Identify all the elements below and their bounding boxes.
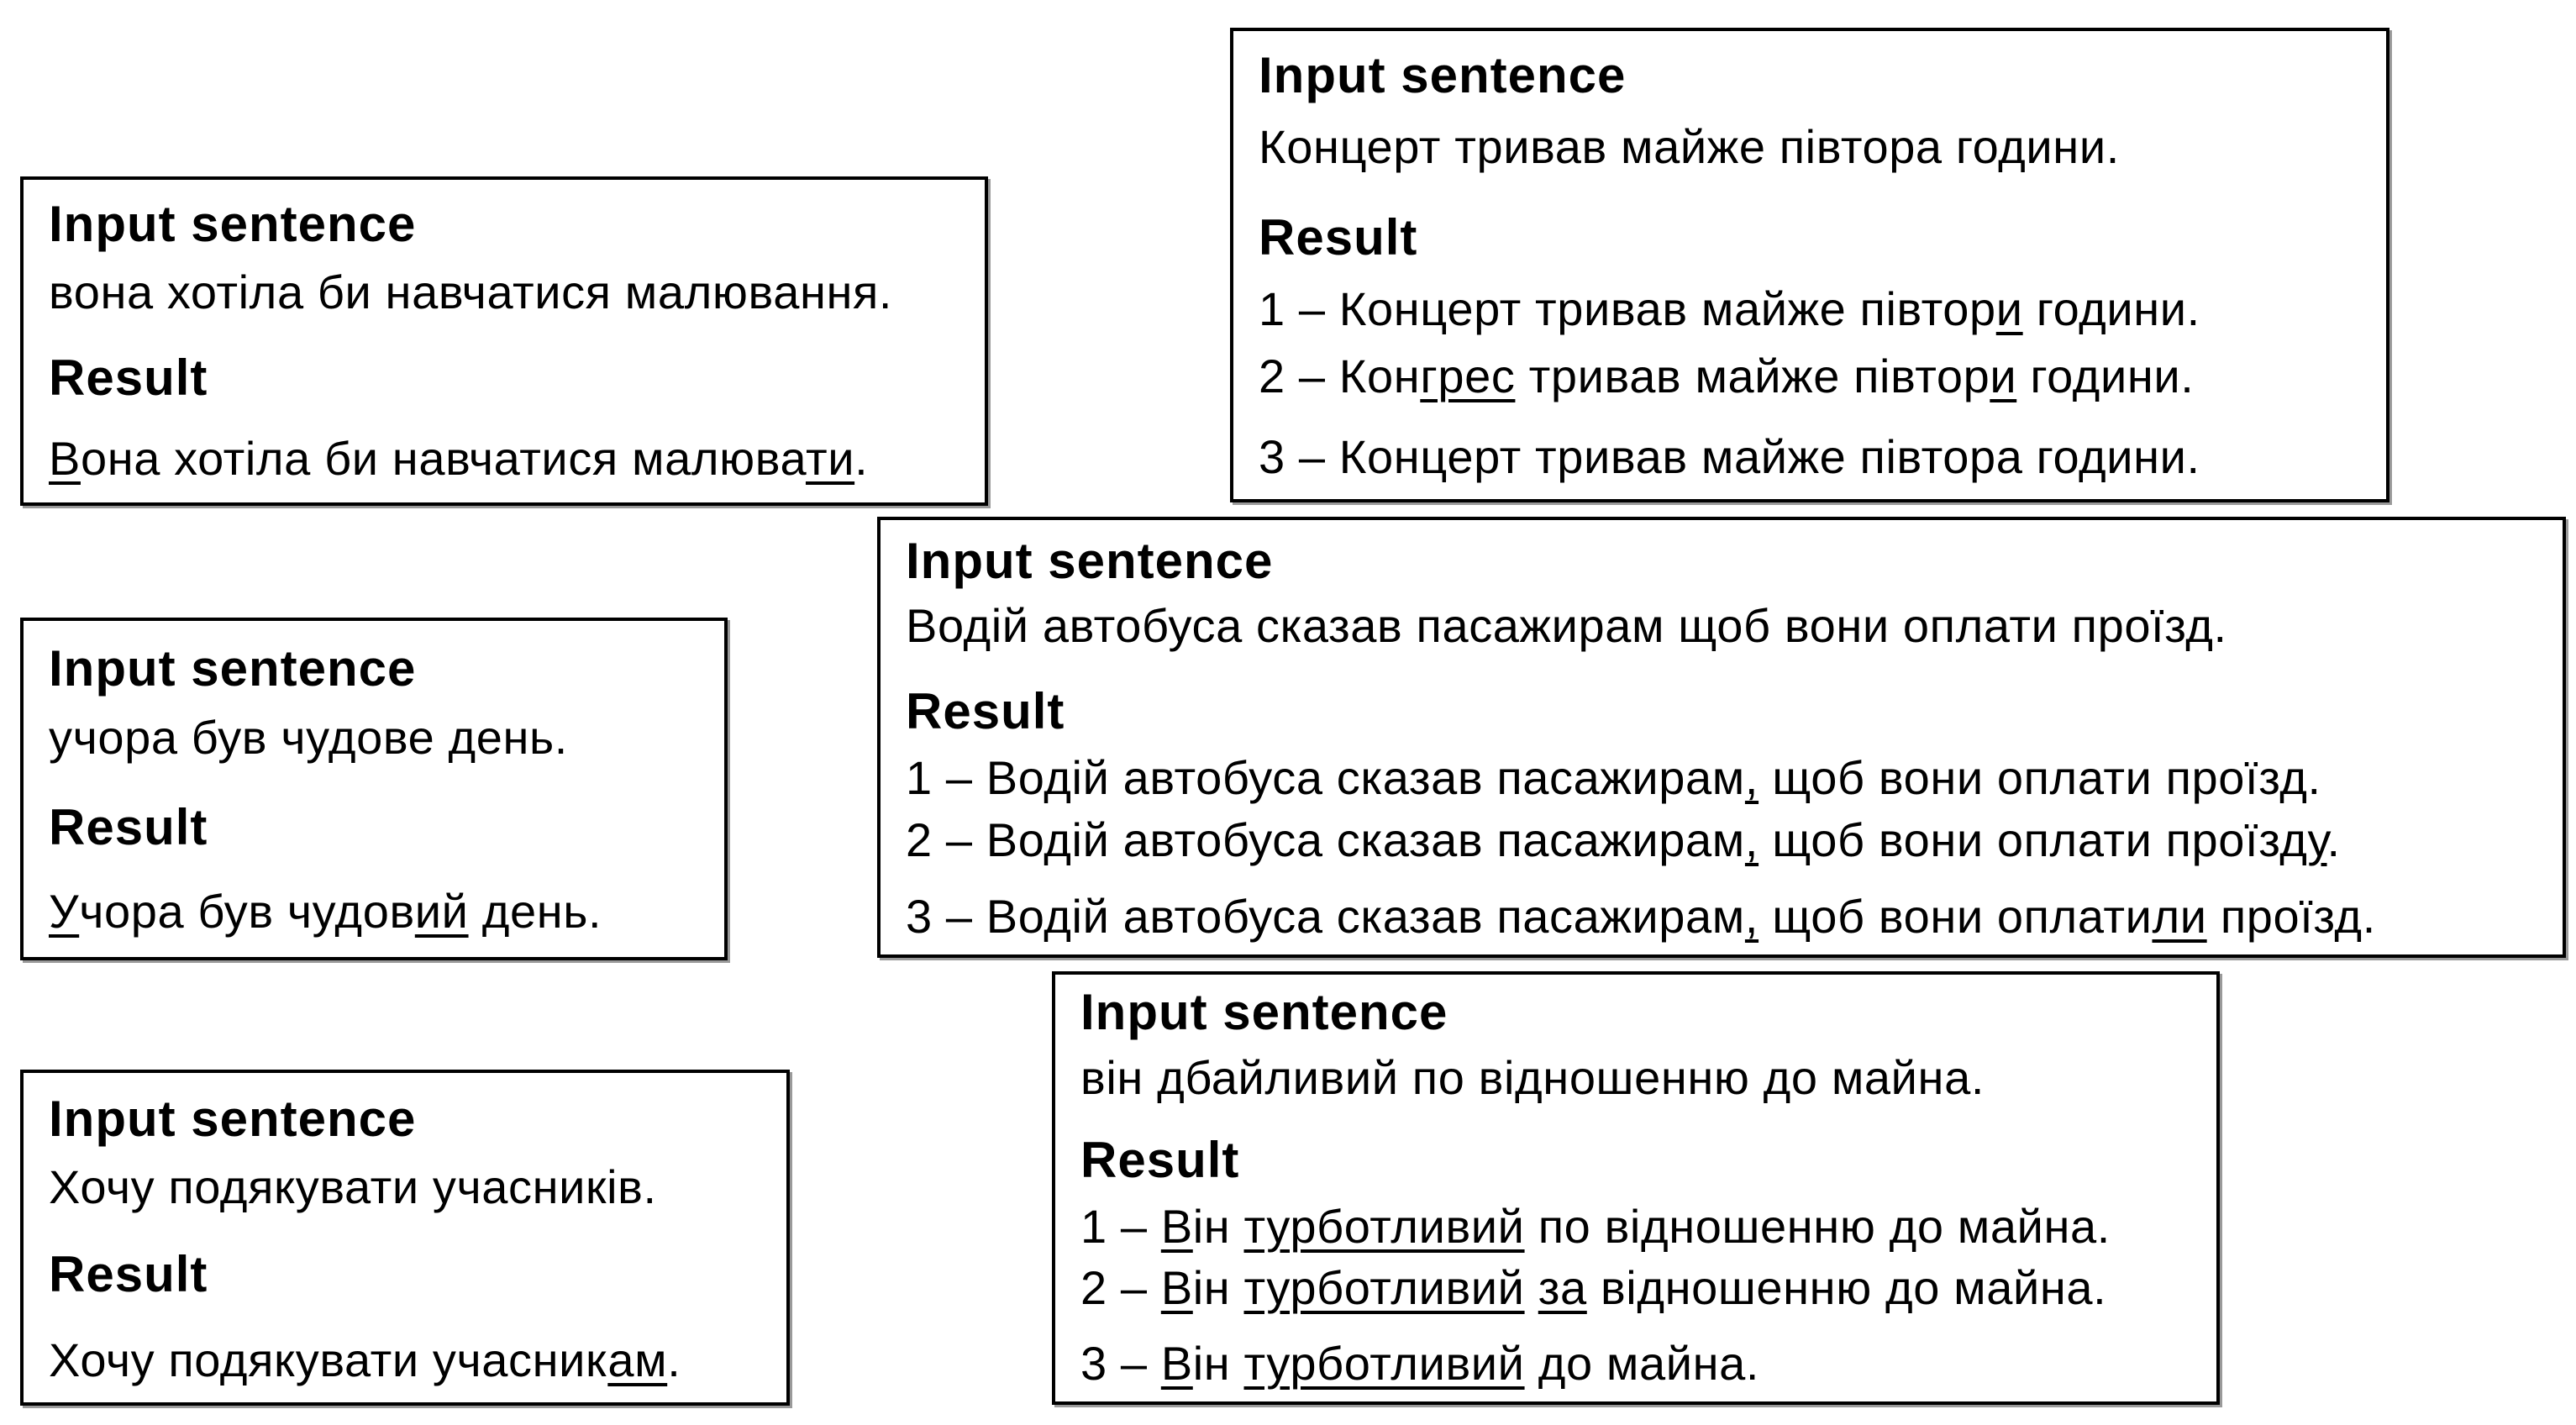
result-heading: Result <box>49 799 208 855</box>
result-heading: Result <box>49 350 208 406</box>
corrected-segment: , <box>1744 813 1759 866</box>
corrected-segment: турботливий <box>1243 1200 1525 1253</box>
text-segment: . <box>2326 813 2341 866</box>
text-segment: 2 – Водій автобуса сказав пасажирам <box>906 813 1745 866</box>
corrected-segment: за <box>1538 1261 1587 1314</box>
example-box-malyuvannya <box>20 176 988 506</box>
text-segment: . <box>854 432 869 485</box>
result-line <box>49 1333 681 1387</box>
text-segment <box>1525 1261 1538 1314</box>
corrected-segment: В <box>1160 1337 1193 1390</box>
input-heading: Input sentence <box>49 196 417 252</box>
text-segment: щоб вони оплати проїзд <box>1759 813 2308 866</box>
corrected-segment: У <box>49 885 80 938</box>
result-heading: Result <box>906 683 1065 739</box>
corrected-segment: ли <box>2152 890 2207 943</box>
result-line-3 <box>1080 1337 1759 1391</box>
input-sentence: Концерт тривав майже півтора години. <box>1259 120 2120 173</box>
example-box-uchora <box>20 618 728 960</box>
input-heading: Input sentence <box>1259 47 1627 103</box>
input-heading: Input sentence <box>49 640 417 697</box>
input-sentence: він дбайливий по відношенню до майна. <box>1080 1051 1985 1104</box>
input-sentence: Хочу подякувати учасників. <box>49 1160 657 1213</box>
result-heading: Result <box>1080 1132 1240 1188</box>
text-segment: 1 – <box>1080 1200 1161 1253</box>
corrected-segment: В <box>1160 1200 1193 1253</box>
result-line-1 <box>1259 282 2200 336</box>
corrected-segment: ам <box>607 1333 668 1386</box>
text-segment: по відношенню до майна. <box>1524 1200 2111 1253</box>
text-segment: ін <box>1192 1200 1244 1253</box>
text-segment: 1 – Концерт тривав майже півтор <box>1259 282 1996 335</box>
input-heading: Input sentence <box>49 1091 417 1147</box>
corrected-segment: В <box>1160 1261 1193 1314</box>
corrected-segment: , <box>1744 751 1759 804</box>
corrected-segment: и <box>1995 282 2023 335</box>
text-segment: години. <box>2016 350 2195 402</box>
example-box-dbaylyvyy <box>1052 971 2220 1405</box>
result-line-1 <box>906 751 2321 805</box>
input-heading: Input sentence <box>906 533 1274 589</box>
text-segment: 3 – Водій автобуса сказав пасажирам <box>906 890 1745 943</box>
corrected-segment: ти <box>805 432 855 485</box>
text-segment: 3 – Концерт тривав майже півтора години. <box>1259 430 2200 483</box>
input-sentence: учора був чудове день. <box>49 711 568 764</box>
result-line-2 <box>1080 1261 2106 1315</box>
corrected-segment: , <box>1744 890 1759 943</box>
corrected-segment: ий <box>414 885 469 938</box>
result-heading: Result <box>49 1246 208 1302</box>
text-segment: ін <box>1192 1337 1244 1390</box>
corrected-segment: у <box>2307 813 2327 866</box>
example-box-podyakuvaty <box>20 1070 790 1406</box>
text-segment: . <box>667 1333 681 1386</box>
corrected-segment: грес <box>1420 350 1516 402</box>
result-line-1 <box>1080 1200 2111 1254</box>
input-sentence: вона хотіла би навчатися малювання. <box>49 266 893 318</box>
result-line-2 <box>1259 350 2194 403</box>
text-segment: чора був чудов <box>79 885 415 938</box>
text-segment: 1 – Водій автобуса сказав пасажирам <box>906 751 1745 804</box>
result-line <box>49 885 602 939</box>
corrected-segment: турботливий <box>1243 1337 1525 1390</box>
text-segment: години. <box>2022 282 2200 335</box>
text-segment: відношенню до майна. <box>1586 1261 2107 1314</box>
result-line-3 <box>906 890 2376 944</box>
text-segment: 2 – Кон <box>1259 350 1421 402</box>
result-heading: Result <box>1259 209 1418 266</box>
text-segment: 3 – <box>1080 1337 1161 1390</box>
corrected-segment: и <box>1990 350 2017 402</box>
example-box-vodiy <box>877 517 2566 958</box>
corrected-segment: В <box>49 432 81 485</box>
result-line-3 <box>1259 430 2200 484</box>
text-segment: 2 – <box>1080 1261 1161 1314</box>
text-segment: щоб вони оплати <box>1759 890 2153 943</box>
text-segment: ін <box>1192 1261 1244 1314</box>
text-segment: до майна. <box>1524 1337 1760 1390</box>
text-segment: Хочу подякувати учасник <box>49 1333 608 1386</box>
result-line <box>49 432 868 486</box>
text-segment: щоб вони оплати проїзд. <box>1759 751 2321 804</box>
text-segment: тривав майже півтор <box>1515 350 1990 402</box>
result-line-2 <box>906 813 2341 867</box>
corrected-segment: турботливий <box>1243 1261 1525 1314</box>
text-segment: она хотіла би навчатися малюва <box>80 432 806 485</box>
example-box-kontsert <box>1230 28 2389 502</box>
input-heading: Input sentence <box>1080 984 1448 1040</box>
text-segment: проїзд. <box>2206 890 2376 943</box>
input-sentence: Водій автобуса сказав пасажирам щоб вони оплати проїзд. <box>906 599 2227 652</box>
text-segment: день. <box>468 885 602 938</box>
